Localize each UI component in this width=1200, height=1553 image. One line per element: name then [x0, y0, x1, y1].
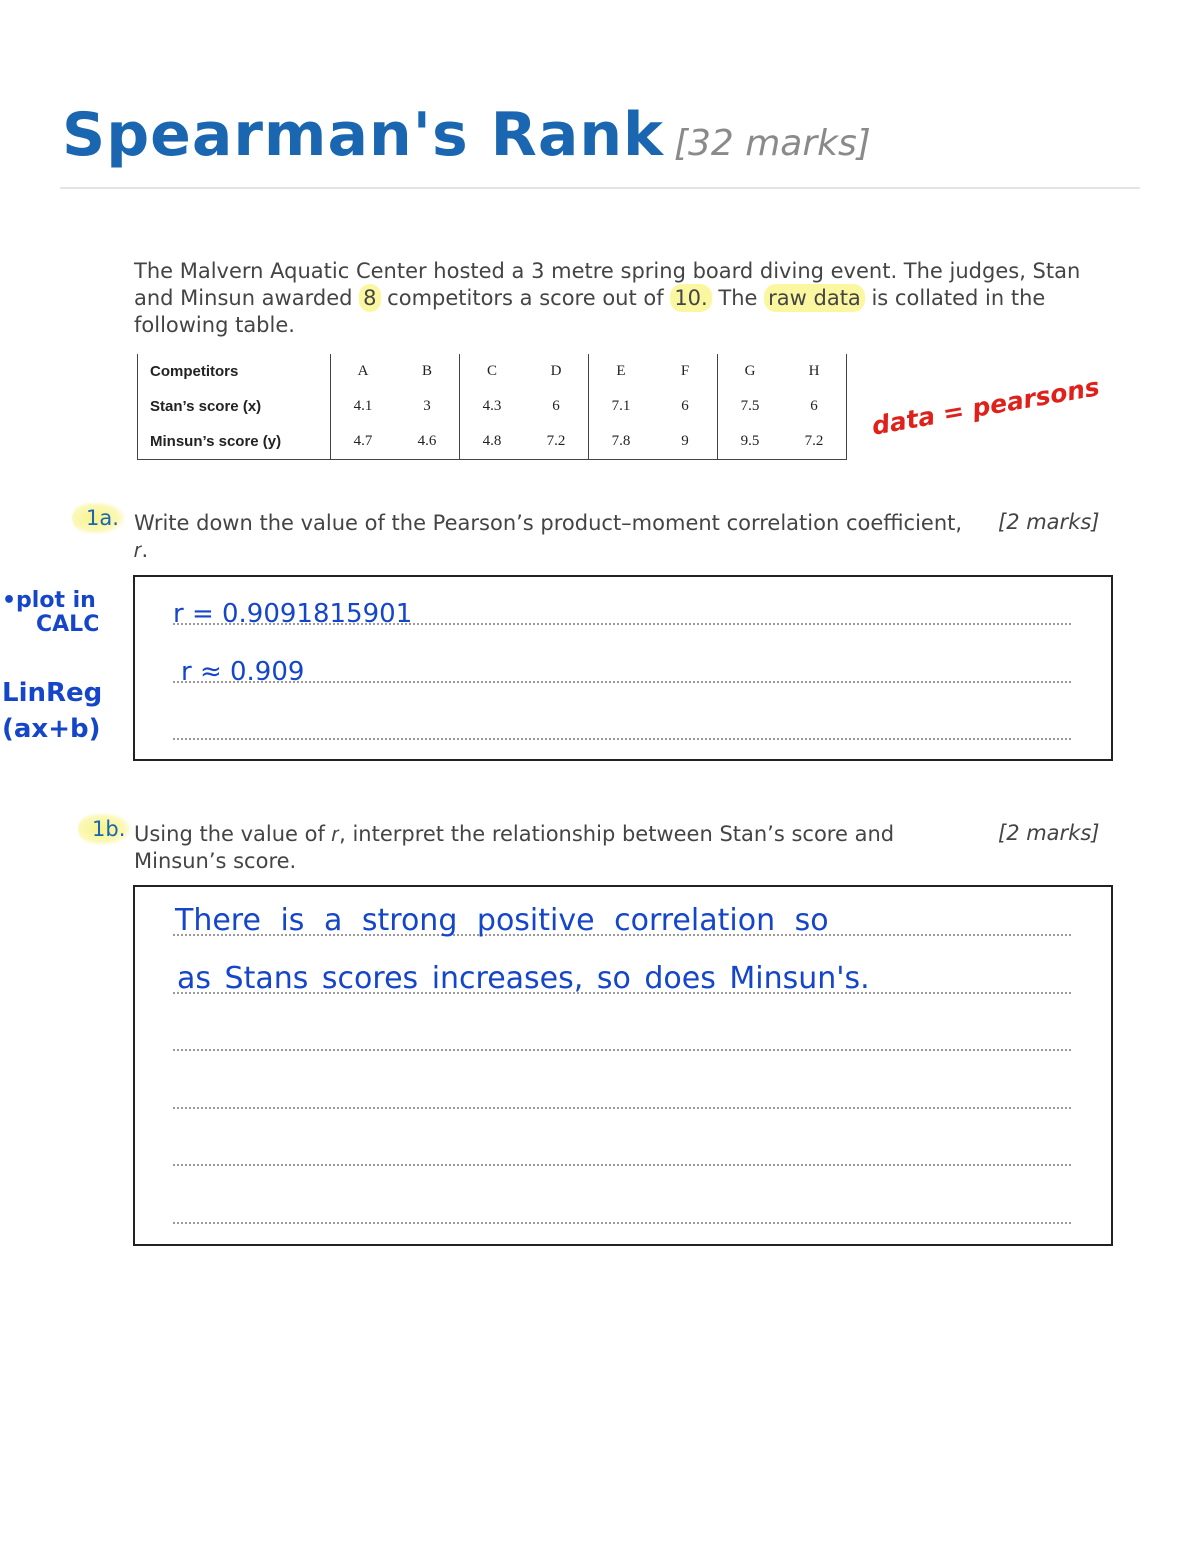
minsun-score-cell: 4.8 — [460, 424, 525, 460]
row-label-stan: Stan’s score (x) — [138, 389, 331, 424]
handwritten-note-axb: (ax+b) — [2, 714, 101, 744]
question-1b-marks: [2 marks] — [998, 821, 1100, 845]
competitor-cell: C — [486, 363, 497, 379]
handwritten-answer-1a-line-1: r = 0.9091815901 — [173, 599, 413, 629]
intro-part-2: competitors a score out of — [380, 286, 671, 310]
question-1a-label: 1a. — [72, 502, 125, 534]
minsun-score-cell: 9.5 — [718, 424, 783, 460]
answer-line — [173, 738, 1071, 740]
competitor-cell: E — [616, 363, 626, 379]
question-1a-header — [72, 506, 125, 530]
question-1b-text: Using the value of 𝑟, interpret the relationship between Stan’s score and Minsun’s score. — [134, 822, 895, 873]
stan-score-cell: 7.1 — [611, 398, 631, 414]
stan-score-cell: 6 — [524, 389, 589, 424]
intro-part-1: The Malvern Aquatic Center hosted a 3 metre spring board diving event. The judges, Stan and Minsun awarded — [134, 259, 1081, 310]
minsun-score-cell: 9 — [653, 424, 718, 460]
stan-score-cell: 4.1 — [353, 398, 373, 414]
answer-line — [173, 1222, 1071, 1224]
intro-part-3: The — [711, 286, 765, 310]
answer-line — [173, 1164, 1071, 1166]
minsun-score-cell: 4.7 — [331, 424, 396, 460]
competitor-cell: A — [357, 363, 369, 379]
answer-box-1b[interactable] — [133, 885, 1113, 1246]
answer-line — [173, 681, 1071, 683]
handwritten-answer-1b-line-2: as Stans scores increases, so does Minsun's. — [177, 961, 870, 996]
question-1b-header — [78, 817, 131, 841]
handwritten-answer-1b-line-1: There is a strong positive correlation so — [175, 903, 829, 938]
competitor-cell: F — [653, 354, 718, 389]
row-label-minsun: Minsun’s score (y) — [138, 424, 331, 460]
handwritten-answer-1a-line-2: r ≈ 0.909 — [181, 657, 305, 687]
answer-box-1a[interactable] — [133, 575, 1113, 761]
intro-highlight-max-score: 10. — [670, 284, 711, 312]
handwritten-note-calc: CALC — [36, 612, 100, 637]
minsun-score-cell: 7.8 — [589, 424, 654, 460]
scores-table — [137, 354, 847, 460]
handwritten-note-linreg: LinReg — [2, 678, 103, 708]
intro-paragraph — [134, 258, 1124, 339]
stan-score-cell: 6 — [782, 389, 847, 424]
competitor-cell: D — [524, 354, 589, 389]
competitor-cell: B — [395, 354, 460, 389]
stan-score-cell: 4.3 — [482, 398, 502, 414]
table-row-competitors — [138, 354, 847, 389]
minsun-score-cell: 7.2 — [782, 424, 847, 460]
intro-highlight-raw-data: raw data — [764, 284, 865, 312]
answer-line — [173, 1107, 1071, 1109]
intro-highlight-competitor-count: 8 — [359, 284, 380, 312]
minsun-score-cell: 7.2 — [524, 424, 589, 460]
question-1b-label: 1b. — [78, 813, 131, 845]
intro-part-4: is collated in the following table. — [134, 286, 1046, 337]
stan-score-cell: 3 — [395, 389, 460, 424]
competitor-cell: G — [744, 363, 756, 379]
title-text: Spearman's Rank — [62, 100, 664, 170]
title-marks: [32 marks] — [673, 123, 871, 164]
stan-score-cell: 7.5 — [740, 398, 760, 414]
handwritten-note-data-pearsons: data = pearsons — [869, 372, 1102, 441]
handwritten-note-plot: •plot in — [2, 588, 96, 613]
minsun-score-cell: 4.6 — [395, 424, 460, 460]
page-title — [62, 100, 871, 170]
answer-line — [173, 1049, 1071, 1051]
question-1a-text: Write down the value of the Pearson’s product–moment correlation coefficient, 𝑟. — [134, 511, 963, 562]
row-label-competitors: Competitors — [138, 354, 331, 389]
question-1a-marks: [2 marks] — [998, 510, 1100, 534]
competitor-cell: H — [782, 354, 847, 389]
table-row-stan — [138, 389, 847, 424]
stan-score-cell: 6 — [653, 389, 718, 424]
table-row-minsun — [138, 424, 847, 460]
title-divider — [60, 187, 1140, 189]
